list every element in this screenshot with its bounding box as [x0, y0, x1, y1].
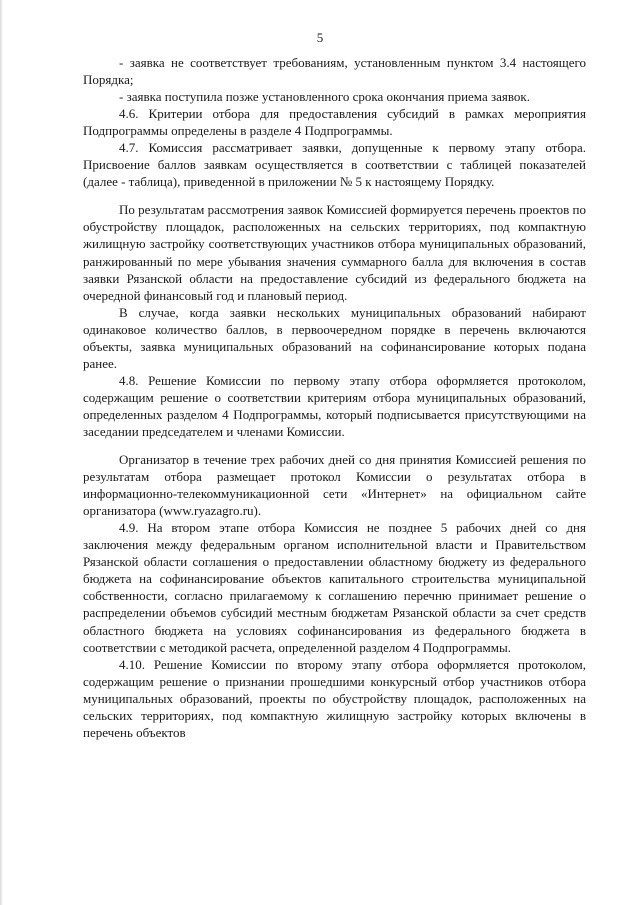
scan-edge-shadow — [0, 0, 3, 905]
paragraph-list-item-2: - заявка поступила позже установленного срока окончания приема заявок. — [119, 89, 530, 105]
document-body — [83, 54, 586, 741]
paragraph-4-6: 4.6. Критерии отбора для предоставления субсидий в рамках мероприятия Подпрограммы определены в разделе 4 Подпрограммы. — [83, 106, 586, 139]
paragraph-tie-case: В случае, когда заявки нескольких муниципальных образований набирают одинаковое количество баллов, в первоочередном порядке в перечень включаются объекты, заявка муниципальных образований на софинансирование которых подана ранее. — [83, 304, 586, 371]
paragraph-ranking: По результатам рассмотрения заявок Комиссией формируется перечень проектов по обустройству площадок, расположенных на сельских территориях, под компактную жилищную застройку соответствующих участников отбора муниципальных образований, ранжированный по мере убывания значения суммарного балла для включения в состав заявки Рязанской области на предоставление субсидий из федерального бюджета на очередной финансовый год и плановый период. — [83, 202, 586, 303]
paragraph-4-10: 4.10. Решение Комиссии по второму этапу отбора оформляется протоколом, содержащим решение о признании прошедшими конкурсный отбор участников отбора муниципальных образований, проекты по обустройству площадок, расположенных на сельских территориях, под компактную жилищную застройку которых включены в перечень объектов — [83, 656, 586, 740]
paragraph-4-9: 4.9. На втором этапе отбора Комиссия не позднее 5 рабочих дней со дня заключения между федеральным органом исполнительной власти и Правительством Рязанской области соглашения о предоставлении областному бюджету из федерального бюджета на софинансирование объектов капитального строительства муниципальной собственности, согласно прилагаемому к соглашению перечню принимает решение о распределении объемов субсидий местным бюджетам Рязанской области за счет средств областного бюджета на условиях софинансирования из федерального бюджета в соответствии с методикой расчета, определенной разделом 4 Подпрограммы. — [83, 520, 586, 655]
paragraph-4-7: 4.7. Комиссия рассматривает заявки, допущенные к первому этапу отбора. Присвоение баллов заявкам осуществляется в соответствии с таблицей показателей (далее - таблица), приведенной в приложении № 5 к настоящему Порядку. — [83, 140, 586, 190]
page-number: 5 — [316, 30, 324, 45]
paragraph-4-8: 4.8. Решение Комиссии по первому этапу отбора оформляется протоколом, содержащим решение о соответствии критериям отбора муниципальных образований, определенных разделом 4 Подпрограммы, который подписывается присутствующими на заседании председателем и членами Комиссии. — [83, 372, 586, 439]
paragraph-list-item-1: - заявка не соответствует требованиям, установленным пунктом 3.4 настоящего Порядка; — [83, 55, 586, 88]
paragraph-organizer: Организатор в течение трех рабочих дней со дня принятия Комиссией решения по результатам отбора размещает протокол Комиссии о результатах отбора в информационно-телекоммуникационной сети «Интернет» на официальном сайте организатора (www.ryazagro.ru). — [83, 452, 586, 519]
